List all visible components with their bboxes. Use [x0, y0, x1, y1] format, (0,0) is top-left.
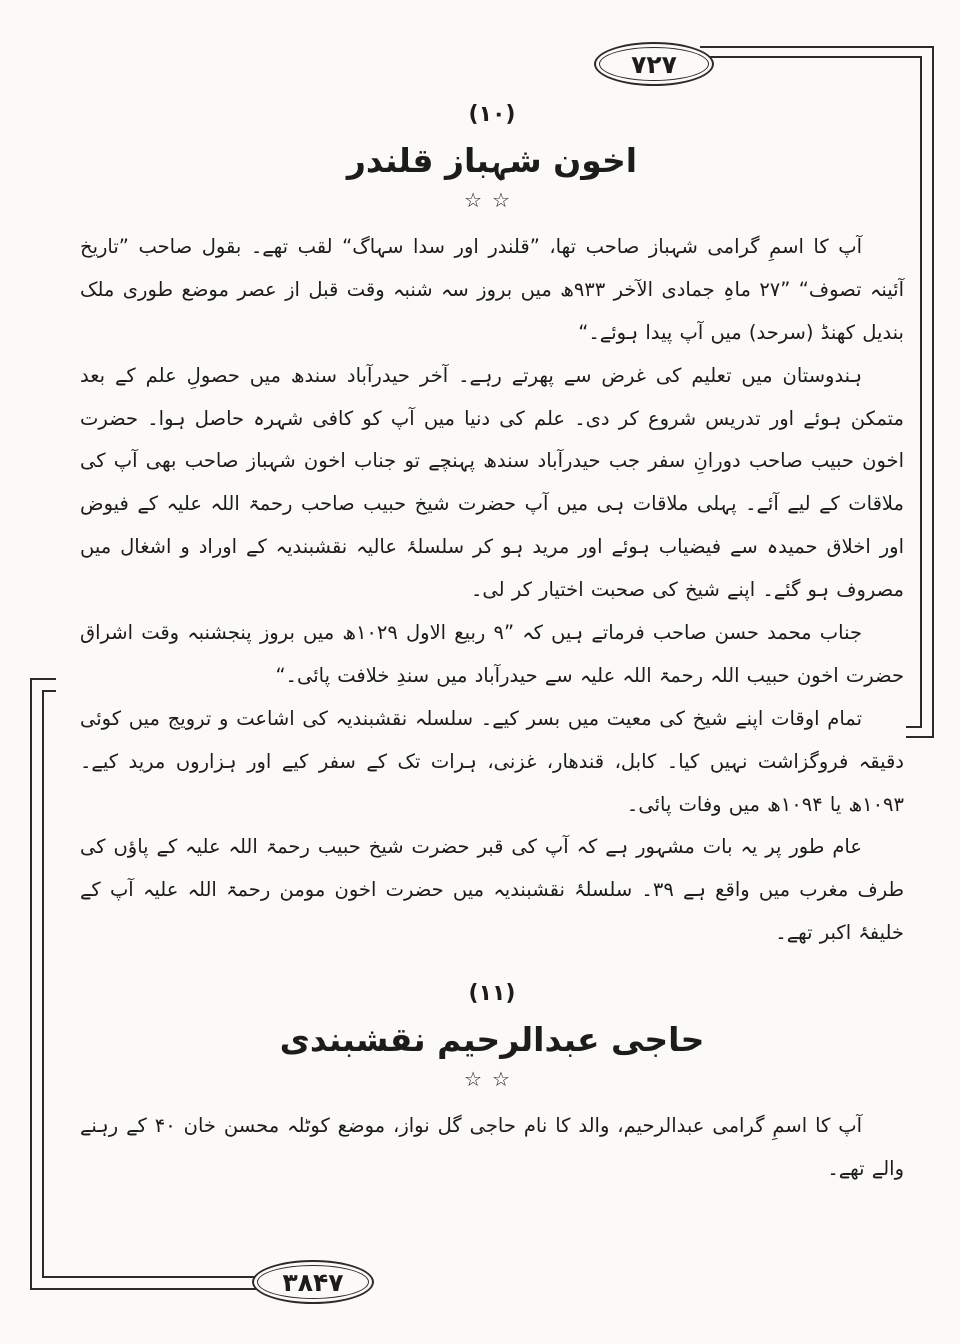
- frame-bottom-rule-inner: [42, 1276, 262, 1278]
- paragraph: آپ کا اسمِ گرامی عبدالرحیم، والد کا نام حاجی گل نواز، موضع کوٹلہ محسن خان ۴۰ کے رہنے والے تھے۔: [80, 1114, 904, 1181]
- section-10: [80, 102, 904, 955]
- frame-left-rule-inner: [42, 690, 44, 1278]
- cartouche-top-inner-ring: [599, 47, 709, 81]
- frame-right-rule-outer: [932, 46, 934, 738]
- page-number-bottom: ۳۸۴۷: [282, 1267, 344, 1297]
- section-title: اخون شہباز قلندر: [346, 141, 638, 180]
- paragraph: ہندوستان میں تعلیم کی غرض سے پھرتے رہے۔ آخر حیدرآباد سندھ میں حصولِ علم کے بعد متمکن ہوئے اور تدریس شروع کر دی۔ علم کی دنیا میں آپ کو کافی شہرہ حاصل ہوا۔ حضرت اخون حبیب صاحب دورانِ سفر جب حیدرآباد سندھ پہنچے تو جناب اخون شہباز صاحب بھی آپ کی ملاقات کے لیے آئے۔ پہلی ملاقات ہی میں آپ حضرت شیخ حبیب صاحب رحمۃ اللہ علیہ کے فیوض اور اخلاق حمیدہ سے فیضیاب ہوئے اور مرید ہو کر سلسلۂ عالیہ نقشبندیہ کے اوراد و اشغال میں مصروف ہو گئے۔ اپنے شیخ کی صحبت اختیار کر لی۔: [80, 363, 904, 602]
- frame-left-hook-outer: [30, 678, 56, 680]
- frame-top-rule-outer: [700, 46, 934, 48]
- paragraph: عام طور پر یہ بات مشہور ہے کہ آپ کی قبر حضرت شیخ حبیب رحمۃ اللہ علیہ کے پاؤں کی طرف مغرب میں واقع ہے ۳۹۔ سلسلۂ نقشبندیہ میں حضرت اخون مومن رحمۃ اللہ علیہ آپ کے خلیفۂ اکبر تھے۔: [80, 835, 905, 945]
- frame-left-rule-outer: [30, 678, 32, 1290]
- cartouche-bottom-inner-ring: [257, 1265, 369, 1299]
- section-number: (۱۰): [468, 102, 516, 127]
- frame-right-hook-outer: [906, 736, 934, 738]
- section-title: حاجی عبدالرحیم نقشبندی: [279, 1020, 705, 1060]
- frame-right-rule-inner: [920, 56, 922, 728]
- section-11: [80, 981, 904, 1191]
- section-stars: ☆☆: [464, 1067, 520, 1092]
- frame-right-hook-inner: [906, 726, 922, 728]
- page-number-cartouche-top: [594, 42, 714, 86]
- section-number: (۱۱): [468, 981, 516, 1007]
- paragraph: جناب محمد حسن صاحب فرماتے ہیں کہ ”۹ ربیع الاول ۱۰۲۹ھ میں بروز پنجشنبہ وقت اشراق حضرت اخون حبیب اللہ رحمۃ اللہ علیہ سے حیدرآباد میں سندِ خلافت پائی۔“: [80, 621, 904, 687]
- page-number-top: ۷۲۷: [631, 49, 677, 79]
- page-content: [80, 96, 904, 1191]
- frame-bottom-rule-outer: [30, 1288, 262, 1290]
- frame-left-hook-inner: [42, 690, 56, 692]
- paragraph: آپ کا اسمِ گرامی شہباز صاحب تھا، ”قلندر اور سدا سہاگ“ لقب تھے۔ بقول صاحب ”تاریخ آئینہ تصوف“ ”۲۷ ماہِ جمادی الآخر ۹۳۳ھ میں بروز سہ شنبہ وقت قبل از عصر موضع طوری ملک بندیل کھنڈ (سرحد) میں آپ پیدا ہوئے۔“: [80, 235, 904, 344]
- paragraph: تمام اوقات اپنے شیخ کی معیت میں بسر کیے۔ سلسلہ نقشبندیہ کی اشاعت و ترویج میں کوئی دقیقہ فروگزاشت نہیں کیا۔ کابل، قندھار، غزنی، ہرات تک کے سفر کیے اور ہزاروں مرید کیے۔ ۱۰۹۳ھ یا ۱۰۹۴ھ میں وفات پائی۔: [80, 706, 904, 816]
- section-stars: ☆☆: [464, 188, 520, 212]
- frame-top-rule-inner: [700, 56, 922, 58]
- page-number-cartouche-bottom: [252, 1260, 374, 1304]
